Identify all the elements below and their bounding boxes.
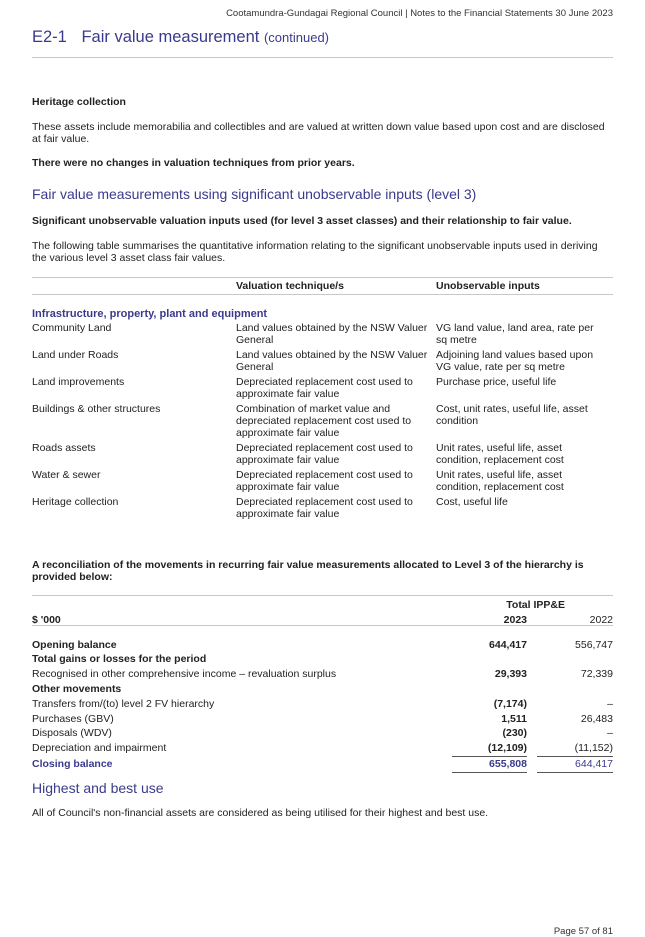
- asset-class: Roads assets: [32, 442, 96, 454]
- year-current-header: 2023: [503, 613, 527, 626]
- reconciliation-table: [32, 598, 613, 773]
- unobservable-inputs: Cost, unit rates, useful life, asset condition: [436, 403, 588, 427]
- table-row: [32, 469, 613, 496]
- opening-label: Opening balance: [32, 638, 117, 651]
- highest-best-use-heading: Highest and best use: [32, 780, 164, 796]
- revaluation-2023: 29,393: [494, 668, 527, 681]
- valuation-technique: Depreciated replacement cost used to approximate fair value: [236, 496, 413, 520]
- opening-2022: 556,747: [575, 638, 613, 651]
- opening-2023: 644,417: [489, 638, 527, 651]
- table-row: [32, 682, 613, 697]
- asset-class: Land improvements: [32, 376, 125, 388]
- valuation-technique: Depreciated replacement cost used to approximate fair value: [236, 442, 413, 466]
- closing-2023: 655,808: [452, 756, 527, 772]
- document-page: [32, 0, 613, 935]
- purchases-2022: 26,483: [580, 712, 613, 725]
- unobservable-inputs: Unit rates, useful life, asset condition, replacement cost: [436, 442, 564, 466]
- heritage-heading: Heritage collection: [32, 96, 126, 108]
- title-rule: [32, 57, 613, 58]
- closing-2022: 644,417: [537, 756, 613, 772]
- depreciation-2022: (11,152): [537, 741, 613, 756]
- valuation-technique: Depreciated replacement cost used to approximate fair value: [236, 376, 413, 400]
- depreciation-2023: (12,109): [452, 741, 527, 756]
- table-row: [32, 442, 613, 469]
- valuation-technique: Combination of market value and depreciated replacement cost used to approximate fair value: [236, 403, 412, 439]
- page-number: Page 57 of 81: [553, 926, 613, 937]
- asset-column-header: [32, 280, 236, 294]
- transfers-label: Transfers from/(to) level 2 FV hierarchy: [32, 697, 215, 710]
- unobservable-inputs: VG land value, land area, rate per sq metre: [436, 322, 594, 346]
- table-row: [32, 667, 613, 682]
- unobservable-inputs: Purchase price, useful life: [436, 376, 557, 388]
- reconciliation-top-rule: [32, 595, 613, 596]
- closing-label: Closing balance: [32, 757, 113, 770]
- unit-label: $ '000: [32, 613, 61, 626]
- group-header: Total IPP&E: [506, 599, 565, 611]
- table-row: [32, 376, 613, 403]
- valuation-technique: Depreciated replacement cost used to approximate fair value: [236, 469, 413, 493]
- running-header: Cootamundra-Gundagai Regional Council | Notes to the Financial Statements 30 June 2023: [226, 8, 613, 19]
- level3-heading: Fair value measurements using significant unobservable inputs (level 3): [32, 186, 477, 202]
- section-title-text: Fair value measurement: [81, 28, 260, 46]
- table-row: [32, 652, 613, 667]
- unobservable-inputs: Adjoining land values based upon VG value, rate per sq metre: [436, 349, 594, 373]
- table-row: [32, 638, 613, 653]
- depreciation-label: Depreciation and impairment: [32, 742, 167, 755]
- table-row: [32, 697, 613, 712]
- section-number: E2-1: [32, 28, 67, 46]
- table-row: [32, 756, 613, 772]
- table-row: [32, 496, 613, 523]
- valuation-technique: Land values obtained by the NSW Valuer General: [236, 322, 428, 346]
- unobservable-inputs: Unit rates, useful life, asset condition, replacement cost: [436, 469, 564, 493]
- heritage-body: These assets include memorabilia and collectibles and are valued at written down value based upon cost and are disclosed at fair value.: [32, 121, 605, 145]
- level3-intro: The following table summarises the quantitative information relating to the significant unobservable inputs used in deriving the various level 3 asset class fair values.: [32, 240, 598, 264]
- revaluation-label: Recognised in other comprehensive income – revaluation surplus: [32, 668, 337, 681]
- reconciliation-intro: A reconciliation of the movements in recurring fair value measurements allocated to Level 3 of the hierarchy is provided below:: [32, 559, 584, 583]
- section-title: [32, 28, 329, 47]
- disposals-label: Disposals (WDV): [32, 727, 112, 740]
- inputs-column-header: Unobservable inputs: [436, 280, 540, 292]
- gains-heading: Total gains or losses for the period: [32, 653, 207, 666]
- disposals-2023: (230): [502, 727, 527, 740]
- level3-subheading: Significant unobservable valuation inputs used (for level 3 asset classes) and their relationship to fair value.: [32, 215, 572, 227]
- unobservable-inputs: Cost, useful life: [436, 496, 508, 508]
- valuation-technique: Land values obtained by the NSW Valuer General: [236, 349, 428, 373]
- asset-class: Heritage collection: [32, 496, 119, 508]
- asset-class: Community Land: [32, 322, 112, 334]
- section-continued: (continued): [263, 30, 330, 45]
- asset-class: Water & sewer: [32, 469, 101, 481]
- purchases-label: Purchases (GBV): [32, 712, 114, 725]
- asset-class: Land under Roads: [32, 349, 119, 361]
- technique-column-header: Valuation technique/s: [236, 280, 344, 292]
- table-row: [32, 726, 613, 741]
- purchases-2023: 1,511: [501, 712, 527, 725]
- table-row: [32, 741, 613, 756]
- table-row: [32, 322, 613, 349]
- other-movements-heading: Other movements: [32, 682, 122, 695]
- year-prior-header: 2022: [589, 613, 613, 626]
- table-row: [32, 349, 613, 376]
- highest-best-use-body: All of Council's non-financial assets are considered as being utilised for their highest and best use.: [32, 807, 489, 819]
- table-top-rule: [32, 277, 613, 278]
- transfers-2022: –: [607, 697, 613, 710]
- revaluation-2022: 72,339: [580, 668, 613, 681]
- no-changes-note: There were no changes in valuation techniques from prior years.: [32, 157, 355, 169]
- valuation-table: [32, 280, 613, 523]
- table-row: [32, 403, 613, 442]
- category-label: Infrastructure, property, plant and equipment: [32, 308, 268, 320]
- asset-class: Buildings & other structures: [32, 403, 161, 415]
- disposals-2022: –: [607, 727, 613, 740]
- table-row: [32, 712, 613, 727]
- transfers-2023: (7,174): [493, 697, 527, 710]
